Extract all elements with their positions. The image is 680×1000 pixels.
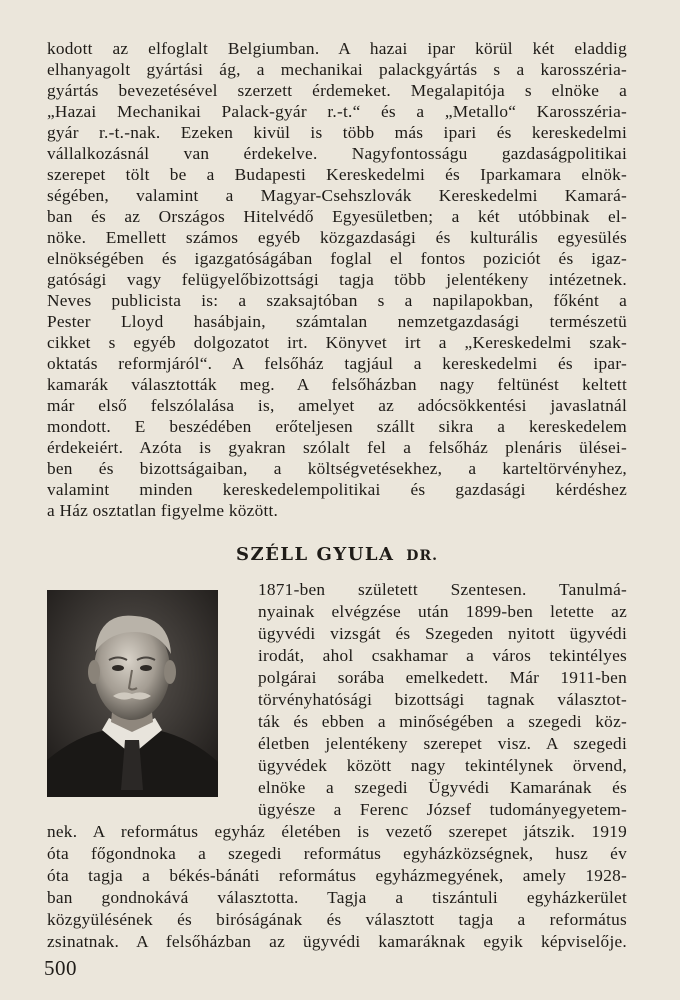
text-line: gyár r.-t.-nak. Ezeken kivül is több más ipari és kereskedelmi (47, 123, 627, 142)
text-line: törvényhatósági bizottsági tagnak választot- (258, 690, 627, 709)
text-line: vállalkozásnál van érdekelve. Nagyfontosságu gazdaságpolitikai (47, 144, 627, 163)
text-line: ügyvédi vizsgát és Szegeden nyitott ügyvédi (258, 624, 627, 643)
text-line: ben és bizottságaiban, a költségvetésekhez, a karteltörvényhez, (47, 459, 627, 478)
text-line: ták és ebben a minőségében a szegedi köz- (258, 712, 627, 731)
text-line: irodát, ahol csakhamar a város tekintélyes (258, 646, 627, 665)
text-line: életben jelentékeny szerepet visz. A szegedi (258, 734, 627, 753)
text-line: nöke. Emellett számos egyéb közgazdasági és kulturális egyesülés (47, 228, 627, 247)
text-line: kodott az elfoglalt Belgiumban. A hazai ipar körül két eladdig (47, 39, 627, 58)
section-heading (47, 543, 627, 567)
portrait-photo (47, 590, 218, 797)
text-line: gyártás bevezetésével szerzett érdemeket. Megalapitója s elnöke a (47, 81, 627, 100)
person-title: DR. (406, 548, 438, 564)
text-line: óta tagja a békés-bánáti református egyházmegyének, amely 1928- (47, 866, 627, 885)
text-line: közgyülésének és biróságának és választott tagja a református (47, 910, 627, 929)
text-line: ügyésze a Ferenc József tudományegyetem- (258, 800, 627, 819)
text-line: óta főgondnoka a szegedi református egyházközségnek, husz év (47, 844, 627, 863)
text-line: nek. A református egyház életében is vezető szerepet játszik. 1919 (47, 822, 627, 841)
text-line: polgárai sorába emelkedett. Már 1911-ben (258, 668, 627, 687)
text-line: a Ház osztatlan figyelme között. (47, 501, 279, 520)
text-line: „Hazai Mechanikai Palack-gyár r.-t.“ és a „Metallo“ Karosszéria- (47, 102, 627, 121)
text-line: mondott. E beszédében erőteljesen szállt sikra a kereskedelem (47, 417, 627, 436)
text-line: nyainak elvégzése után 1899-ben letette az (258, 602, 627, 621)
text-line: ügyvédek között nagy tekintélynek örvend, (258, 756, 627, 775)
text-line: ban gondnokává választotta. Tagja a tiszántuli egyházkerület (47, 888, 627, 907)
text-line: kamarák választották meg. A felsőházban nagy feltünést keltett (47, 375, 627, 394)
text-line: már első felszólalása is, amelyet az adócsökkentési javaslatnál (47, 396, 627, 415)
person-name: SZÉLL GYULA (236, 544, 395, 565)
text-line: Pester Lloyd hasábjain, számtalan nemzetgazdasági természetü (47, 312, 627, 331)
text-line: elnökségében és igazgatóságában foglal el fontos poziciót és igaz- (47, 249, 627, 268)
page-number: 500 (44, 956, 77, 980)
text-line: gatósági vagy felügyelőbizottsági tagja több jelentékeny intézetnek. (47, 270, 627, 289)
text-line: elnöke a szegedi Ügyvédi Kamarának és (258, 778, 627, 797)
text-line: 1871-ben született Szentesen. Tanulmá- (258, 580, 627, 599)
text-line: ban és az Országos Hitelvédő Egyesületben; a két utóbbinak el- (47, 207, 627, 226)
text-line: elhanyagolt gyártási ág, a mechanikai palackgyártás s a karosszéria- (47, 60, 627, 79)
text-line: valamint minden kereskedelempolitikai és gazdasági kérdéshez (47, 480, 627, 499)
text-line: érdekeiért. Azóta is gyakran szólalt fel a felsőház plenáris ülései- (47, 438, 627, 457)
text-line: cikket s egyéb dolgozatot irt. Könyvet irt a „Kereskedelmi szak- (47, 333, 627, 352)
text-line: szerepet tölt be a Budapesti Kereskedelmi és Iparkamara elnök- (47, 165, 627, 184)
text-line: zsinatnak. A felsőházban az ügyvédi kamaráknak egyik képviselője. (47, 932, 627, 951)
text-line: oktatás reformjáról“. A felsőház tagjául a kereskedelmi és ipar- (47, 354, 627, 373)
text-line: ségében, valamint a Magyar-Csehszlovák Kereskedelmi Kamará- (47, 186, 627, 205)
text-line: Neves publicista is: a szaksajtóban s a napilapokban, főként a (47, 291, 627, 310)
